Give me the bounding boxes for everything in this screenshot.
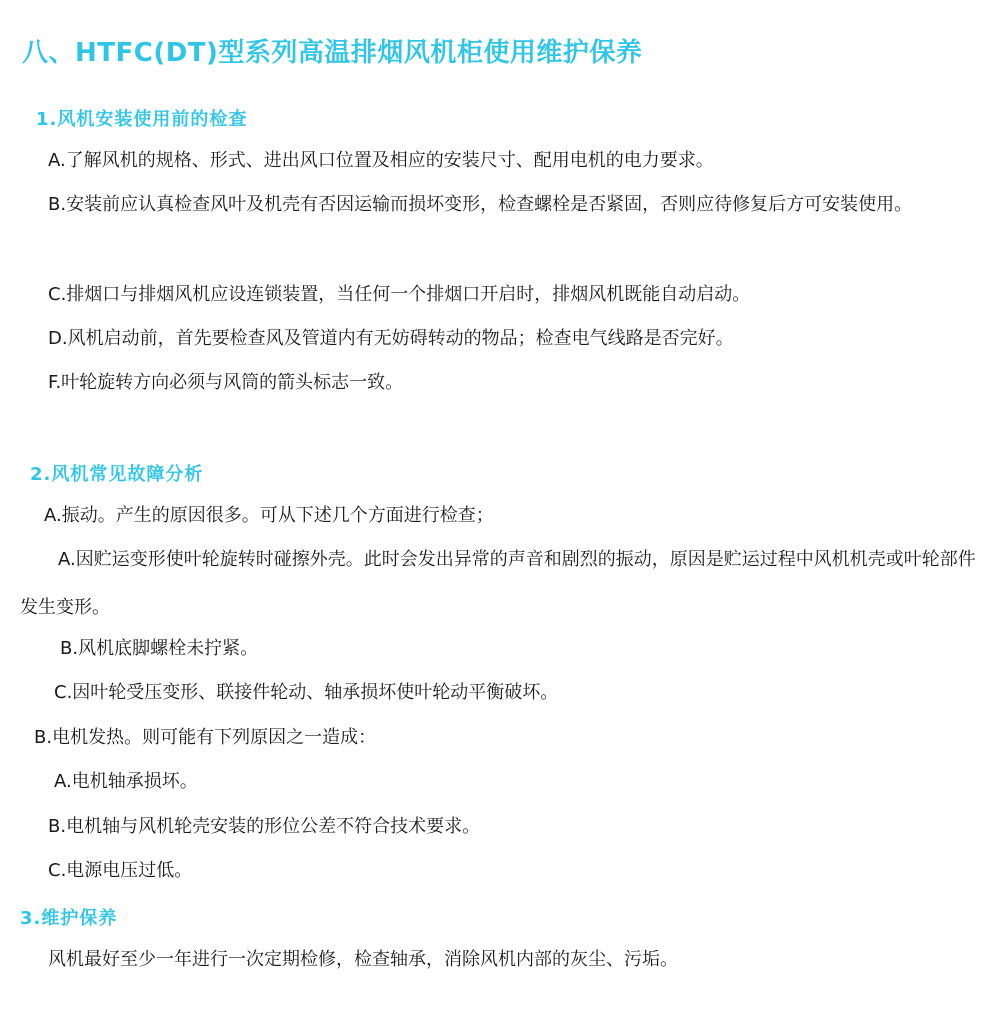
section-heading-faults: 2.风机常见故障分析	[30, 464, 204, 485]
list-item: C.因叶轮受压变形、联接件轮动、轴承损坏使叶轮动平衡破坏。	[54, 682, 559, 703]
list-item: D.风机启动前，首先要检查风及管道内有无妨碍转动的物品；检查电气线路是否完好。	[48, 328, 734, 349]
list-item: B.风机底脚螺栓未拧紧。	[60, 638, 259, 659]
fault-motor-heat-label: B.电机发热。则可能有下列原因之一造成：	[34, 727, 377, 748]
list-item: A.了解风机的规格、形式、进出风口位置及相应的安装尺寸、配用电机的电力要求。	[48, 150, 714, 171]
fault-vibration-label: A.振动。产生的原因很多。可从下述几个方面进行检查；	[44, 505, 494, 526]
maintenance-text: 风机最好至少一年进行一次定期检修，检查轴承，消除风机内部的灰尘、污垢。	[48, 949, 678, 970]
list-item: C.排烟口与排烟风机应设连锁装置，当任何一个排烟口开启时，排烟风机既能自动启动。	[48, 284, 751, 305]
section-heading-inspection: 1.风机安装使用前的检查	[36, 109, 248, 130]
page-title: 八、HTFC(DT)型系列高温排烟风机柜使用维护保养	[22, 38, 643, 68]
list-item: B.安装前应认真检查风叶及机壳有否因运输而损坏变形，检查螺栓是否紧固，否则应待修复后方可安装使用。	[48, 194, 913, 215]
list-item: B.电机轴与风机轮壳安装的形位公差不符合技术要求。	[48, 816, 481, 837]
list-item: A.因贮运变形使叶轮旋转时碰擦外壳。此时会发出异常的声音和剧烈的振动，原因是贮运过程中风机机壳或叶轮部件发生变形。	[20, 549, 976, 618]
list-item: C.电源电压过低。	[48, 860, 193, 881]
section-heading-maintenance: 3.维护保养	[20, 908, 118, 929]
list-item: F.叶轮旋转方向必须与风筒的箭头标志一致。	[48, 372, 404, 393]
list-item: A.电机轴承损坏。	[54, 771, 198, 792]
